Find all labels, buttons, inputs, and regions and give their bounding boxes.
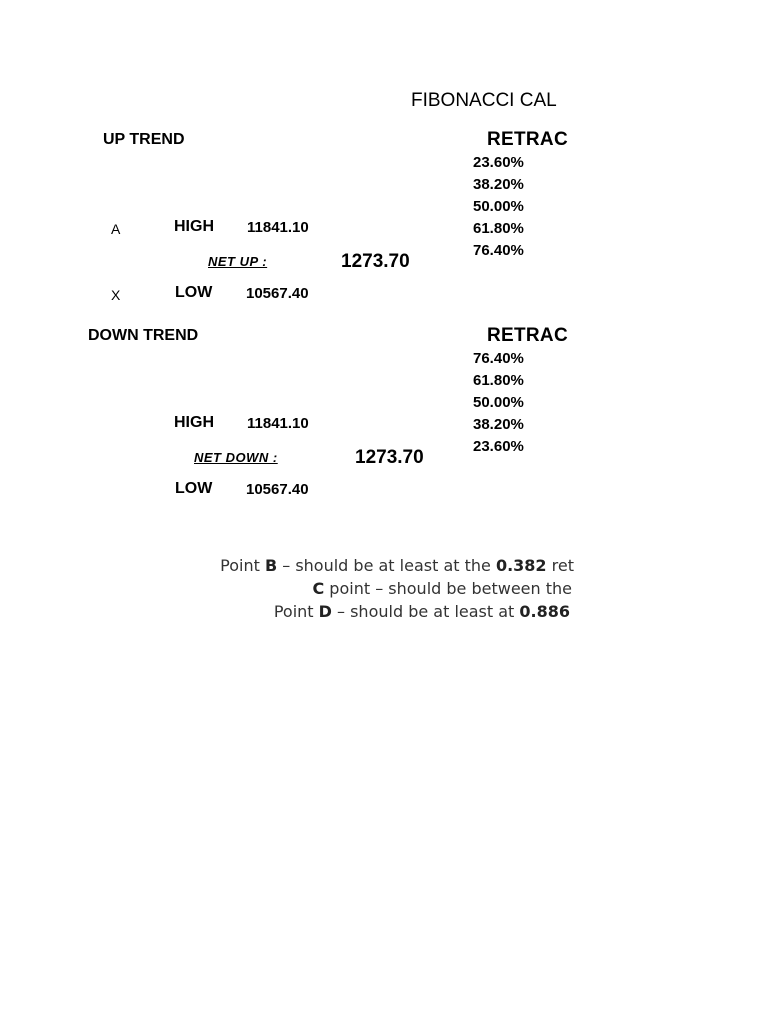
sheet-title: FIBONACCI CAL [411, 90, 557, 111]
note-text: point – should be between the [324, 579, 572, 598]
up-retrac-level: 50.00% [473, 198, 524, 215]
note-bold: B [264, 556, 278, 575]
note-point-d [274, 602, 570, 621]
note-text: – should be at least at the [277, 556, 496, 575]
down-high-label: HIGH [174, 414, 214, 431]
net-down-label: NET DOWN : [194, 450, 278, 465]
note-text: – should be at least at [331, 602, 520, 621]
down-retrac-level: 23.60% [473, 438, 524, 455]
note-bold: 0.382 [495, 556, 547, 575]
note-bold: C [312, 579, 325, 598]
note-point-b [220, 556, 574, 575]
up-retrac-level: 38.20% [473, 176, 524, 193]
up-retrac-level: 23.60% [473, 154, 524, 171]
note-bold: 0.886 [519, 602, 570, 621]
down-retrac-level: 76.40% [473, 350, 524, 367]
note-point-c [312, 579, 572, 598]
up-retrac-level: 76.40% [473, 242, 524, 259]
note-bold: D [318, 602, 332, 621]
down-retrac-list [473, 348, 524, 458]
down-low-value: 10567.40 [246, 481, 309, 498]
up-low-label: LOW [175, 284, 213, 301]
note-text: Point [220, 556, 265, 575]
point-a-marker: A [111, 221, 121, 237]
note-text: Point [273, 602, 319, 621]
net-down-value: 1273.70 [355, 447, 424, 468]
down-retrac-level: 61.80% [473, 372, 524, 389]
up-retrac-heading: RETRAC [487, 129, 568, 150]
note-text: ret [546, 556, 574, 575]
up-trend-heading: UP TREND [103, 131, 185, 148]
up-retrac-level: 61.80% [473, 220, 524, 237]
down-retrac-level: 38.20% [473, 416, 524, 433]
down-trend-heading: DOWN TREND [88, 327, 199, 344]
down-low-label: LOW [175, 480, 213, 497]
net-up-value: 1273.70 [341, 251, 410, 272]
down-retrac-level: 50.00% [473, 394, 524, 411]
up-retrac-list [473, 152, 524, 262]
down-retrac-heading: RETRAC [487, 325, 568, 346]
up-low-value: 10567.40 [246, 285, 309, 302]
point-x-marker: X [111, 287, 121, 303]
up-high-value: 11841.10 [247, 219, 309, 236]
down-high-value: 11841.10 [247, 415, 309, 432]
up-high-label: HIGH [174, 218, 214, 235]
net-up-label: NET UP : [208, 254, 268, 269]
